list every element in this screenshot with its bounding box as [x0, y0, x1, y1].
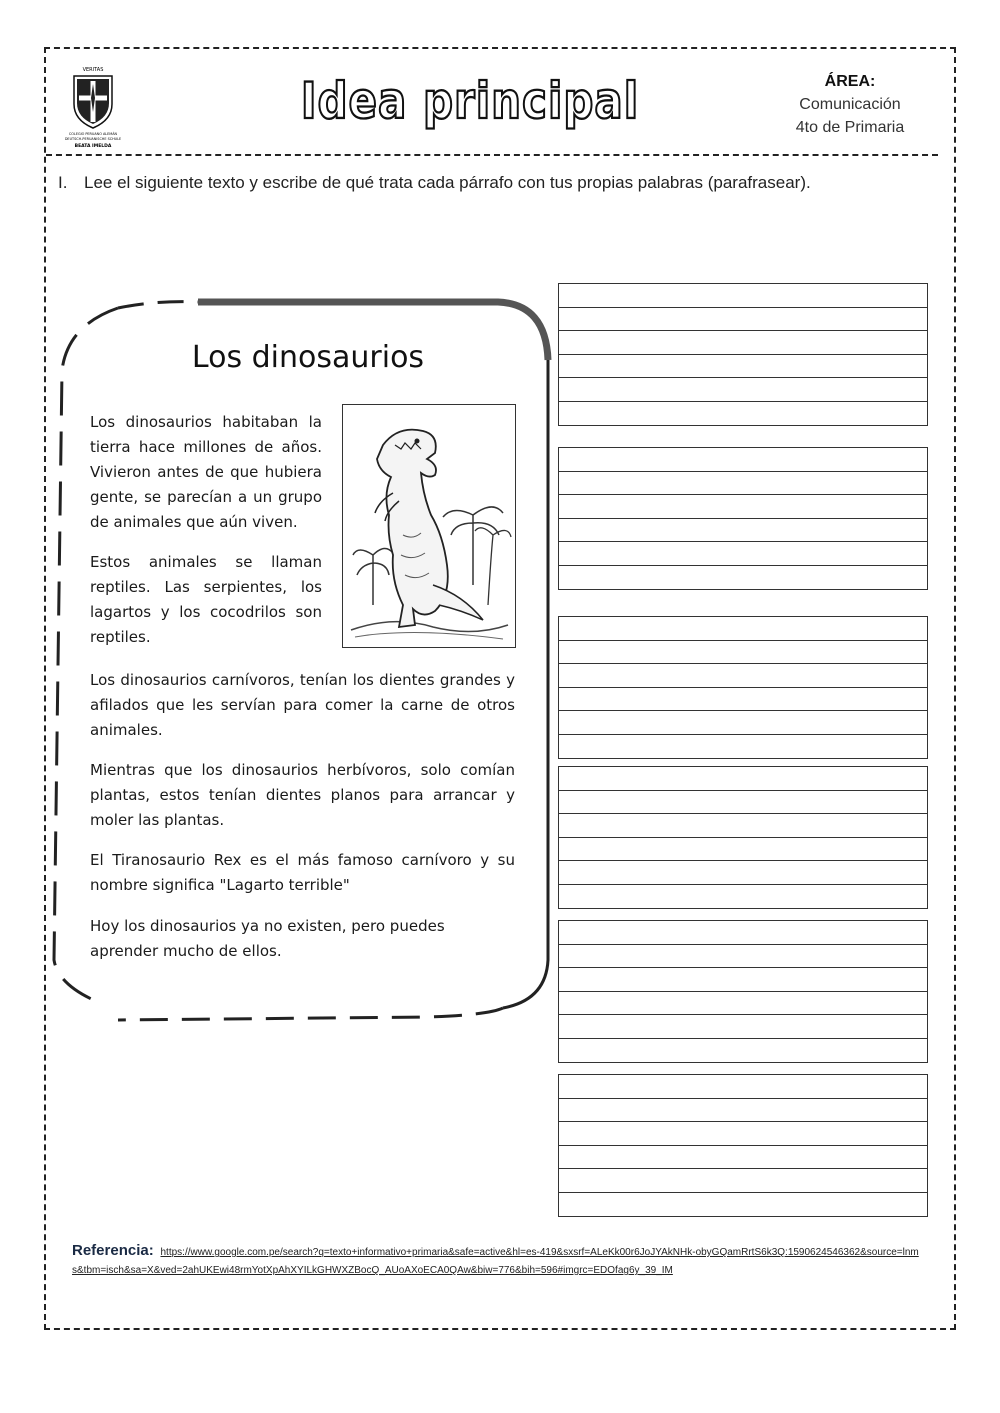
- answer-line[interactable]: [559, 767, 927, 791]
- reading-paragraph-4: Mientras que los dinosaurios herbívoros, solo comían plantas, estos tenían dientes planos para arrancar y moler las plantas.: [90, 761, 515, 829]
- answer-line[interactable]: [559, 1015, 927, 1039]
- answer-line[interactable]: [559, 1075, 927, 1099]
- answer-line[interactable]: [559, 617, 927, 641]
- dinosaur-illustration-icon: [343, 405, 514, 646]
- reading-title: Los dinosaurios: [191, 340, 425, 375]
- reading-paragraph-5: El Tiranosaurio Rex es el más famoso carnívoro y su nombre significa "Lagarto terrible": [90, 851, 515, 894]
- answer-line[interactable]: [559, 711, 927, 735]
- reading-card: [48, 280, 558, 1030]
- answer-line[interactable]: [559, 1169, 927, 1193]
- answer-line[interactable]: [559, 992, 927, 1016]
- answer-line[interactable]: [559, 1122, 927, 1146]
- answer-line[interactable]: [559, 308, 927, 332]
- answer-line[interactable]: [559, 688, 927, 712]
- reading-paragraph-6: Hoy los dinosaurios ya no existen, pero puedes aprender mucho de ellos.: [90, 917, 445, 960]
- instruction-number: I.: [58, 173, 68, 192]
- instruction: [58, 172, 878, 194]
- answer-line[interactable]: [559, 284, 927, 308]
- answer-line[interactable]: [559, 448, 927, 472]
- answer-line[interactable]: [559, 945, 927, 969]
- answer-line[interactable]: [559, 664, 927, 688]
- answer-box-4[interactable]: [558, 766, 928, 909]
- answer-line[interactable]: [559, 355, 927, 379]
- instruction-text: Lee el siguiente texto y escribe de qué trata cada párrafo con tus propias palabras (parafrasear).: [84, 173, 811, 192]
- answer-line[interactable]: [559, 791, 927, 815]
- logo-top-text: VERITAS: [82, 67, 104, 73]
- answer-line[interactable]: [559, 814, 927, 838]
- reading-paragraph-1: Los dinosaurios habitaban la tierra hace millones de años. Vivieron antes de que hubiera gente, se parecían a un grupo de animales que aún viven.: [90, 413, 322, 531]
- answer-line[interactable]: [559, 495, 927, 519]
- answer-line[interactable]: [559, 1146, 927, 1170]
- answer-box-2[interactable]: [558, 447, 928, 590]
- answer-line[interactable]: [559, 331, 927, 355]
- answer-line[interactable]: [559, 838, 927, 862]
- answer-line[interactable]: [559, 542, 927, 566]
- logo-school-name: BEATA IMELDA: [74, 144, 112, 149]
- reference: [72, 1242, 922, 1280]
- answer-box-3[interactable]: [558, 616, 928, 759]
- answer-line[interactable]: [559, 1039, 927, 1063]
- answer-box-1[interactable]: [558, 283, 928, 426]
- answer-line[interactable]: [559, 402, 927, 426]
- reference-link[interactable]: https://www.google.com.pe/search?q=texto+informativo+primaria&safe=active&hl=es-419&sxsrf=ALeKk00r6JoJYAkNHk-obyGQamRrtS6k3Q:1590624546362&source=lnms&tbm=isch&sa=X&ved=2ahUKEwi48rmYotXpAhXYILkGHWXZBocQ_AUoAXoECA0QAw&biw=776&bih=596#imgrc=EDOfag6y_39_IM: [72, 1247, 919, 1276]
- answer-box-5[interactable]: [558, 920, 928, 1063]
- reading-paragraph-3: Los dinosaurios carnívoros, tenían los dientes grandes y afilados que les servían para comer la carne de otros animales.: [90, 671, 515, 739]
- answer-line[interactable]: [559, 519, 927, 543]
- answer-line[interactable]: [559, 968, 927, 992]
- answer-line[interactable]: [559, 1193, 927, 1217]
- answer-line[interactable]: [559, 472, 927, 496]
- reading-paragraph-2: Estos animales se llaman reptiles. Las serpientes, los lagartos y los cocodrilos son reptiles.: [90, 553, 322, 646]
- logo-school-line1: COLEGIO PERUANO ALEMÁN: [68, 132, 118, 136]
- answer-line[interactable]: [559, 861, 927, 885]
- area-label: ÁREA:: [824, 73, 876, 90]
- dinosaur-illustration: [342, 404, 516, 648]
- logo-school-line2: DEUTSCH-PERUANISCHE SCHULE: [64, 137, 122, 141]
- answer-box-6[interactable]: [558, 1074, 928, 1217]
- subject-label: Comunicación: [799, 96, 901, 113]
- answer-line[interactable]: [559, 921, 927, 945]
- page-title: Idea principal: [300, 72, 640, 130]
- school-crest-icon: [62, 62, 124, 154]
- grade-label: 4to de Primaria: [795, 119, 905, 136]
- area-block: [770, 70, 930, 139]
- answer-line[interactable]: [559, 1099, 927, 1123]
- answer-line[interactable]: [559, 641, 927, 665]
- header-divider: [46, 154, 938, 156]
- answer-line[interactable]: [559, 566, 927, 590]
- answer-line[interactable]: [559, 735, 927, 759]
- answer-line[interactable]: [559, 885, 927, 909]
- reference-label: Referencia:: [72, 1242, 154, 1259]
- school-logo: [62, 62, 124, 154]
- answer-line[interactable]: [559, 378, 927, 402]
